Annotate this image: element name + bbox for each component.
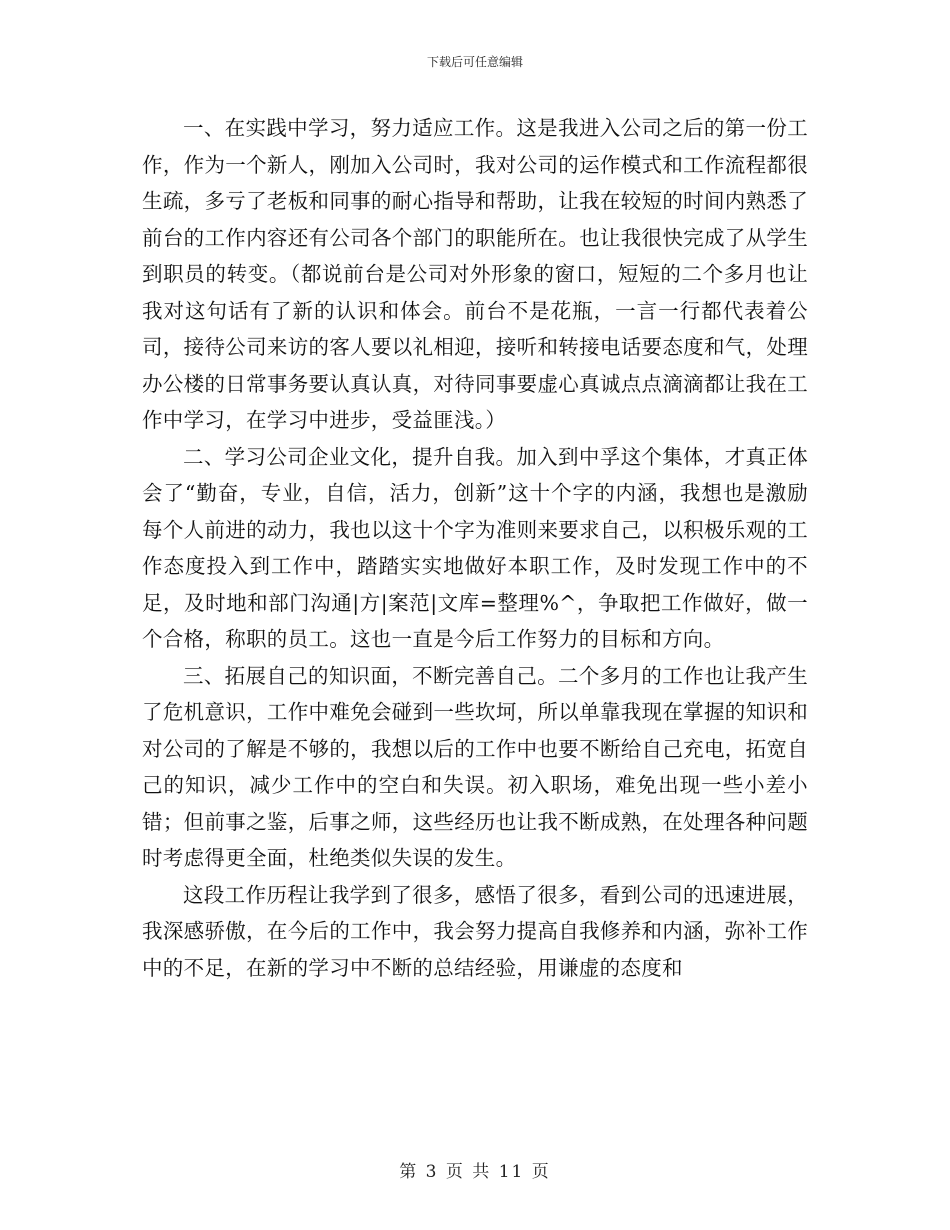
paragraph-4: 这段工作历程让我学到了很多，感悟了很多，看到公司的迅速进展，我深感骄傲，在今后的工作中，我会努力提高自我修养和内涵，弥补工作中的不足，在新的学习中不断的总结经验，用谦虚的态度和 — [142, 882, 808, 980]
paragraph-2: 二、学习公司企业文化，提升自我。加入到中孚这个集体，才真正体会了“勤奋，专业，自信，活力，创新”这十个字的内涵，我想也是激励每个人前进的动力，我也以这十个字为准则来要求自己，以积极乐观的工作态度投入到工作中，踏踏实实地做好本职工作，及时发现工作中的不足，及时地和部门沟通|方|案范|文库=整理%^，争取把工作做好，做一个合格，称职的员工。这也一直是今后工作努力的目标和方向。 — [142, 444, 808, 651]
paragraph-3: 三、拓展自己的知识面，不断完善自己。二个多月的工作也让我产生了危机意识，工作中难免会碰到一些坎坷，所以单靠我现在掌握的知识和对公司的了解是不够的，我想以后的工作中也要不断给自己充电，拓宽自己的知识，减少工作中的空白和失误。初入职场，难免出现一些小差小错；但前事之鉴，后事之师，这些经历也让我不断成熟，在处理各种问题时考虑得更全面，杜绝类似失误的发生。 — [142, 663, 808, 870]
page-header: 下载后可任意编辑 — [426, 55, 523, 69]
paragraph-1: 一、在实践中学习，努力适应工作。这是我进入公司之后的第一份工作，作为一个新人，刚加入公司时，我对公司的运作模式和工作流程都很生疏，多亏了老板和同事的耐心指导和帮助，让我在较短的时间内熟悉了前台的工作内容还有公司各个部门的职能所在。也让我很快完成了从学生到职员的转变。（都说前台是公司对外形象的窗口，短短的二个多月也让我对这句话有了新的认识和体会。前台不是花瓶，一言一行都代表着公司，接待公司来访的客人要以礼相迎，接听和转接电话要态度和气，处理办公楼的日常事务要认真认真，对待同事要虚心真诚点点滴滴都让我在工作中学习，在学习中进步，受益匪浅。） — [142, 116, 808, 432]
document-body — [142, 110, 808, 986]
page-footer: 第 3 页 共 11 页 — [399, 1162, 551, 1182]
